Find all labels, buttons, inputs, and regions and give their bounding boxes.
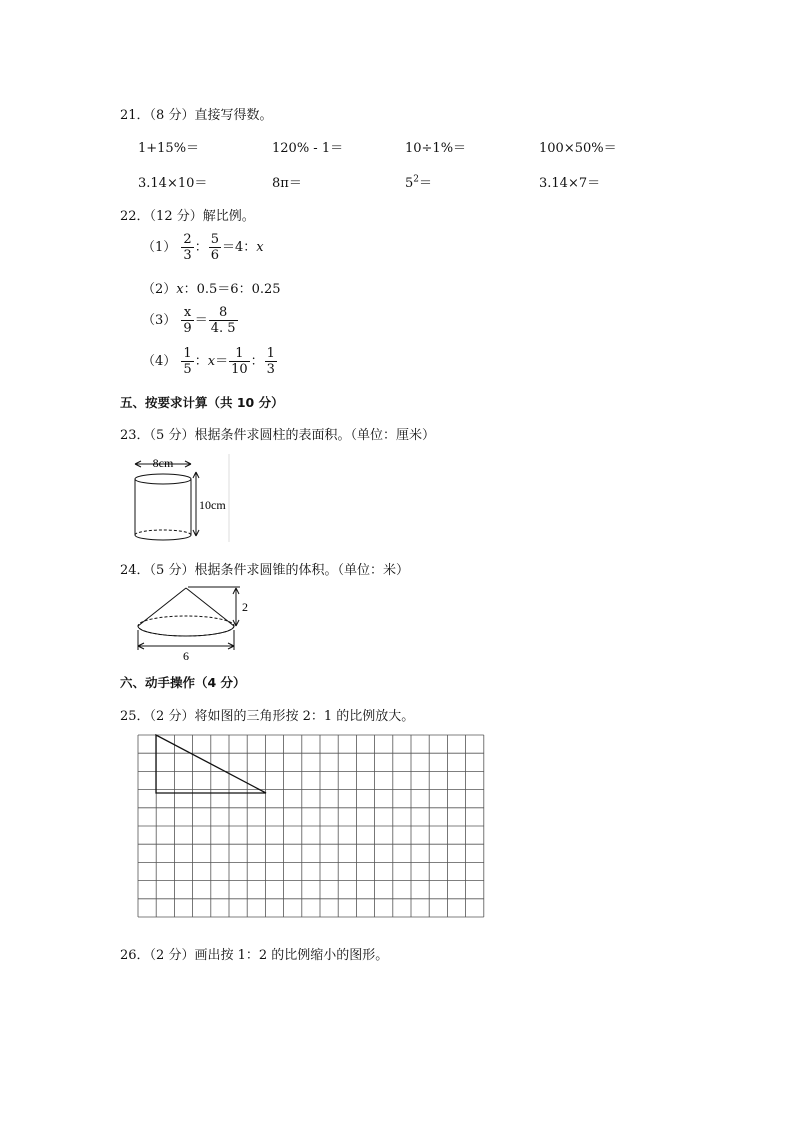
denominator: 6 bbox=[210, 248, 219, 263]
q21-item-4: 100×50%＝ bbox=[539, 141, 617, 156]
power-exponent: 2 bbox=[413, 174, 420, 185]
q25-title: 25．（2 分）将如图的三角形按 2：1 的比例放大。 bbox=[120, 709, 415, 724]
q21-item-3: 10÷1%＝ bbox=[405, 141, 467, 156]
variable: x bbox=[256, 240, 264, 255]
equation-rest: ＝4： bbox=[222, 240, 257, 255]
q22-problem-2 bbox=[142, 278, 281, 297]
cylinder-diagram bbox=[132, 452, 242, 544]
q21-item-2: 120% - 1＝ bbox=[272, 141, 344, 156]
q21-item-8: 3.14×7＝ bbox=[539, 176, 601, 191]
fraction bbox=[209, 232, 221, 263]
q21-item-6: 8π＝ bbox=[272, 176, 302, 191]
denominator: 3 bbox=[266, 362, 275, 377]
fraction bbox=[265, 346, 277, 377]
equals: ＝ bbox=[215, 354, 229, 369]
section-6-heading: 六、动手操作（4 分） bbox=[120, 675, 246, 690]
q21-item-5: 3.14×10＝ bbox=[138, 176, 208, 191]
q22-problem-3 bbox=[142, 305, 239, 336]
q21-item-1: 1+15%＝ bbox=[138, 141, 200, 156]
numerator: x bbox=[181, 305, 193, 321]
q23-title: 23．（5 分）根据条件求圆柱的表面积。（单位：厘米） bbox=[120, 428, 435, 443]
q22-problem-1 bbox=[142, 232, 264, 263]
fraction bbox=[229, 346, 250, 377]
section-5-heading: 五、按要求计算（共 10 分） bbox=[120, 395, 284, 410]
q21-title: 21．（8 分）直接写得数。 bbox=[120, 108, 273, 123]
denominator: 4. 5 bbox=[210, 321, 236, 336]
q22-p4-label: （4） bbox=[142, 354, 177, 369]
denominator: 10 bbox=[231, 362, 248, 377]
q22-title: 22．（12 分）解比例。 bbox=[120, 209, 255, 224]
grid-diagram bbox=[137, 734, 487, 928]
denominator: 5 bbox=[183, 362, 192, 377]
denominator: 3 bbox=[183, 248, 192, 263]
ratio-colon: ： bbox=[250, 354, 264, 369]
q21-item-7-eq: ＝ bbox=[419, 176, 433, 191]
equals: ＝ bbox=[194, 313, 208, 328]
cone-height-label: 2 bbox=[242, 600, 248, 614]
q22-problem-4 bbox=[142, 346, 278, 377]
q24-title: 24．（5 分）根据条件求圆锥的体积。（单位：米） bbox=[120, 563, 409, 578]
cylinder-height-label: 10cm bbox=[199, 498, 226, 512]
q21-item-7 bbox=[405, 172, 432, 191]
numerator: 1 bbox=[183, 346, 192, 361]
numerator: 2 bbox=[183, 232, 192, 247]
cone-diameter-label: 6 bbox=[183, 649, 189, 663]
fraction bbox=[181, 346, 193, 377]
q26-title: 26．（2 分）画出按 1：2 的比例缩小的图形。 bbox=[120, 948, 389, 963]
q22-p3-label: （3） bbox=[142, 313, 177, 328]
numerator: 1 bbox=[229, 346, 250, 362]
fraction bbox=[181, 305, 193, 336]
numerator: 8 bbox=[209, 305, 238, 321]
ratio-colon: ： bbox=[194, 240, 208, 255]
fraction bbox=[181, 232, 193, 263]
grid-lines bbox=[138, 735, 484, 917]
numerator: 5 bbox=[210, 232, 219, 247]
variable: x bbox=[207, 354, 216, 369]
q22-p2-label: （2） bbox=[142, 282, 177, 297]
denominator: 9 bbox=[183, 321, 192, 336]
numerator: 1 bbox=[266, 346, 275, 361]
fraction bbox=[209, 305, 238, 336]
equation-rest: ：0.5＝6：0.25 bbox=[183, 282, 281, 297]
q22-p1-label: （1） bbox=[142, 240, 177, 255]
ratio-colon: ： bbox=[194, 354, 208, 369]
variable: x bbox=[176, 282, 184, 297]
cone-diagram bbox=[132, 584, 256, 666]
cylinder-width-label: 8cm bbox=[152, 456, 174, 470]
power-base: 5 bbox=[405, 176, 414, 191]
